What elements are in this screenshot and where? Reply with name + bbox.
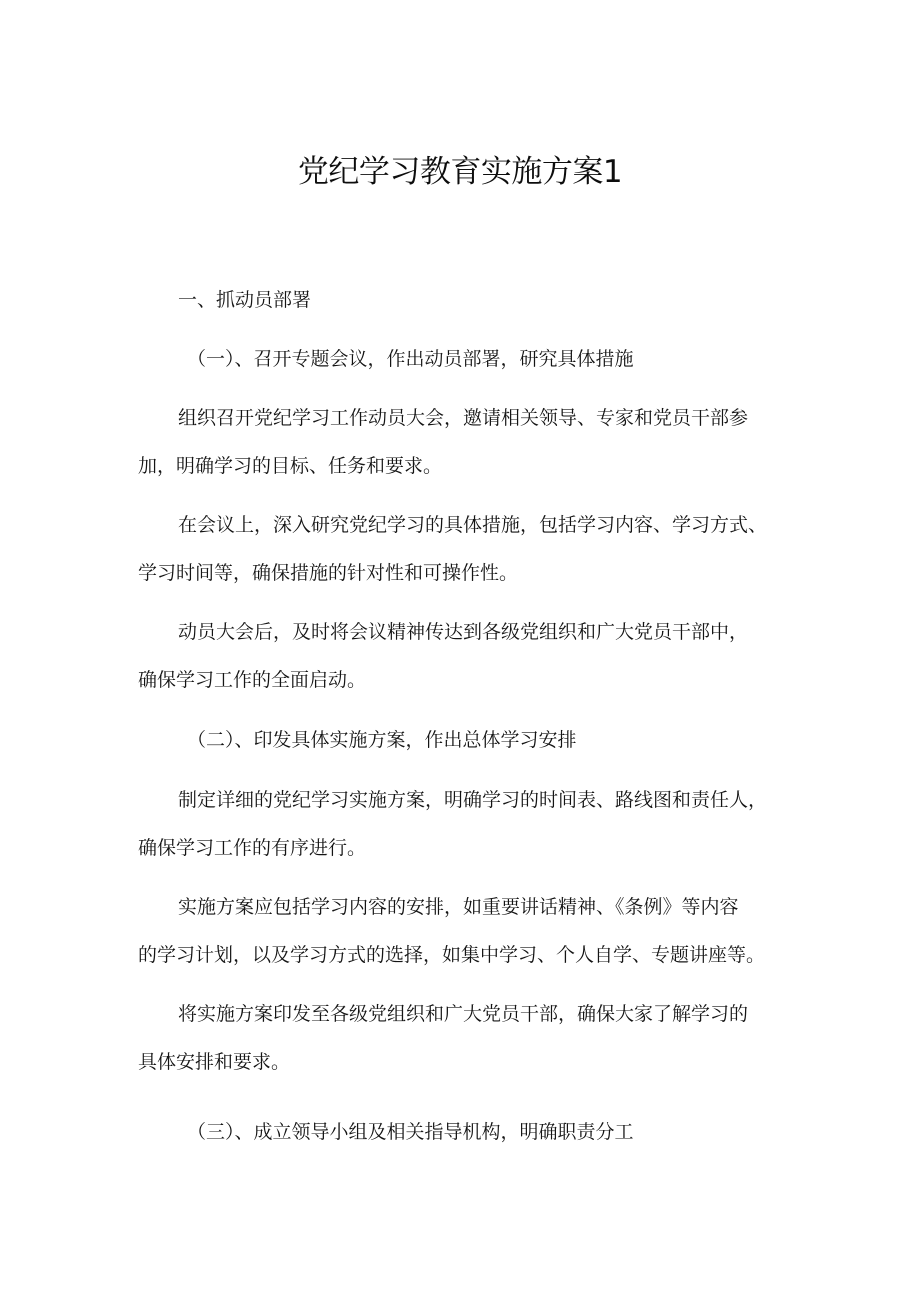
subsection-heading: （二）、印发具体实施方案，作出总体学习安排 bbox=[187, 729, 577, 751]
document-title: 党纪学习教育实施方案1 bbox=[297, 154, 623, 190]
subsection-heading: （三）、成立领导小组及相关指导机构，明确职责分工 bbox=[187, 1121, 634, 1143]
section-heading: 一、抓动员部署 bbox=[178, 289, 312, 311]
paragraph-line: 的学习计划，以及学习方式的选择，如集中学习、个人自学、专题讲座等。 bbox=[138, 944, 766, 966]
paragraph-line: 实施方案应包括学习内容的安排，如重要讲话精神、《条例》等内容 bbox=[178, 896, 739, 918]
paragraph-line: 制定详细的党纪学习实施方案，明确学习的时间表、路线图和责任人， bbox=[178, 789, 768, 811]
paragraph-line: 在会议上，深入研究党纪学习的具体措施，包括学习内容、学习方式、 bbox=[178, 514, 768, 536]
paragraph-line: 组织召开党纪学习工作动员大会，邀请相关领导、专家和党员干部参 bbox=[178, 407, 749, 429]
paragraph-line: 确保学习工作的全面启动。 bbox=[138, 669, 367, 691]
paragraph-line: 动员大会后，及时将会议精神传达到各级党组织和广大党员干部中， bbox=[178, 621, 749, 643]
paragraph-line: 学习时间等，确保措施的针对性和可操作性。 bbox=[138, 562, 519, 584]
paragraph-line: 将实施方案印发至各级党组织和广大党员干部，确保大家了解学习的 bbox=[178, 1003, 749, 1025]
paragraph-line: 加，明确学习的目标、任务和要求。 bbox=[138, 455, 443, 477]
paragraph-line: 确保学习工作的有序进行。 bbox=[138, 837, 367, 859]
subsection-heading: （一）、召开专题会议，作出动员部署，研究具体措施 bbox=[187, 348, 634, 370]
paragraph-line: 具体安排和要求。 bbox=[138, 1051, 291, 1073]
